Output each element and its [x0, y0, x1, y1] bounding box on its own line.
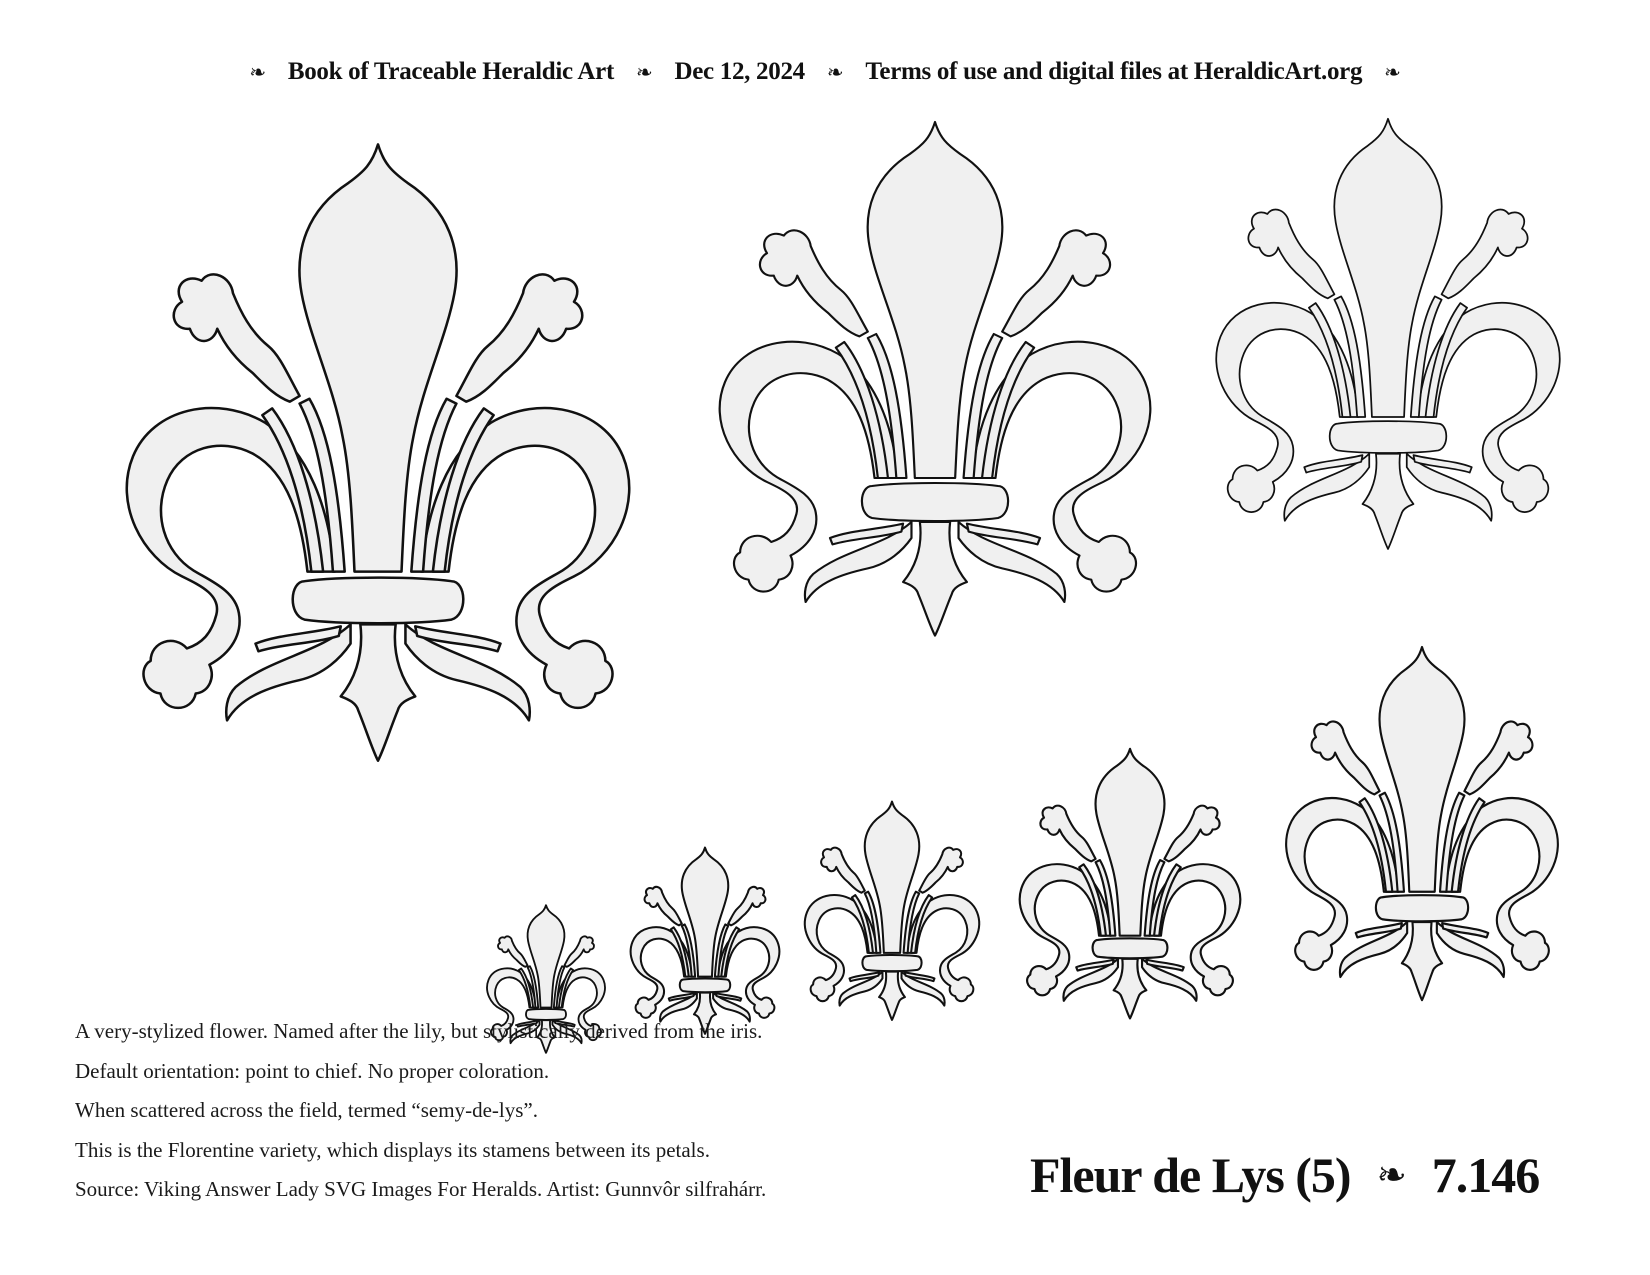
fleur-de-lys-figure	[720, 122, 1151, 636]
ornament-icon: ❧	[826, 61, 844, 84]
fleur-de-lys-figure	[1216, 119, 1560, 549]
ornament-icon: ❧	[1376, 1155, 1406, 1195]
ornament-icon: ❧	[249, 61, 266, 84]
description	[75, 1012, 975, 1210]
plate-number: 7.146	[1431, 1147, 1540, 1203]
terms-of-use: Terms of use and digital files at HeraldicArt.org	[865, 58, 1363, 85]
description-line: A very-stylized flower. Named after the lily, but stylistically derived from the iris.	[75, 1019, 763, 1043]
description-line: When scattered across the field, termed “semy-de-lys”.	[75, 1098, 538, 1122]
book-title: Book of Traceable Heraldic Art	[287, 58, 614, 85]
header-date: Dec 12, 2024	[674, 58, 805, 85]
ornament-icon: ❧	[1384, 61, 1401, 84]
plate-title	[1030, 1140, 1590, 1210]
ornament-icon: ❧	[635, 61, 653, 84]
description-line: Default orientation: point to chief. No proper coloration.	[75, 1058, 550, 1083]
fleur-de-lys-figure	[631, 848, 780, 1034]
description-line: This is the Florentine variety, which displays its stamens between its petals.	[75, 1137, 710, 1162]
fleur-de-lys-figure	[805, 802, 979, 1020]
plate-name: Fleur de Lys (5)	[1030, 1147, 1351, 1203]
description-line: Source: Viking Answer Lady SVG Images For Heralds. Artist: Gunnvôr silfrahárr.	[75, 1177, 767, 1201]
fleur-de-lys-figure-large	[127, 144, 629, 760]
fleur-de-lys-figure	[1286, 647, 1558, 1000]
fleur-de-lys-figure	[1020, 749, 1240, 1019]
